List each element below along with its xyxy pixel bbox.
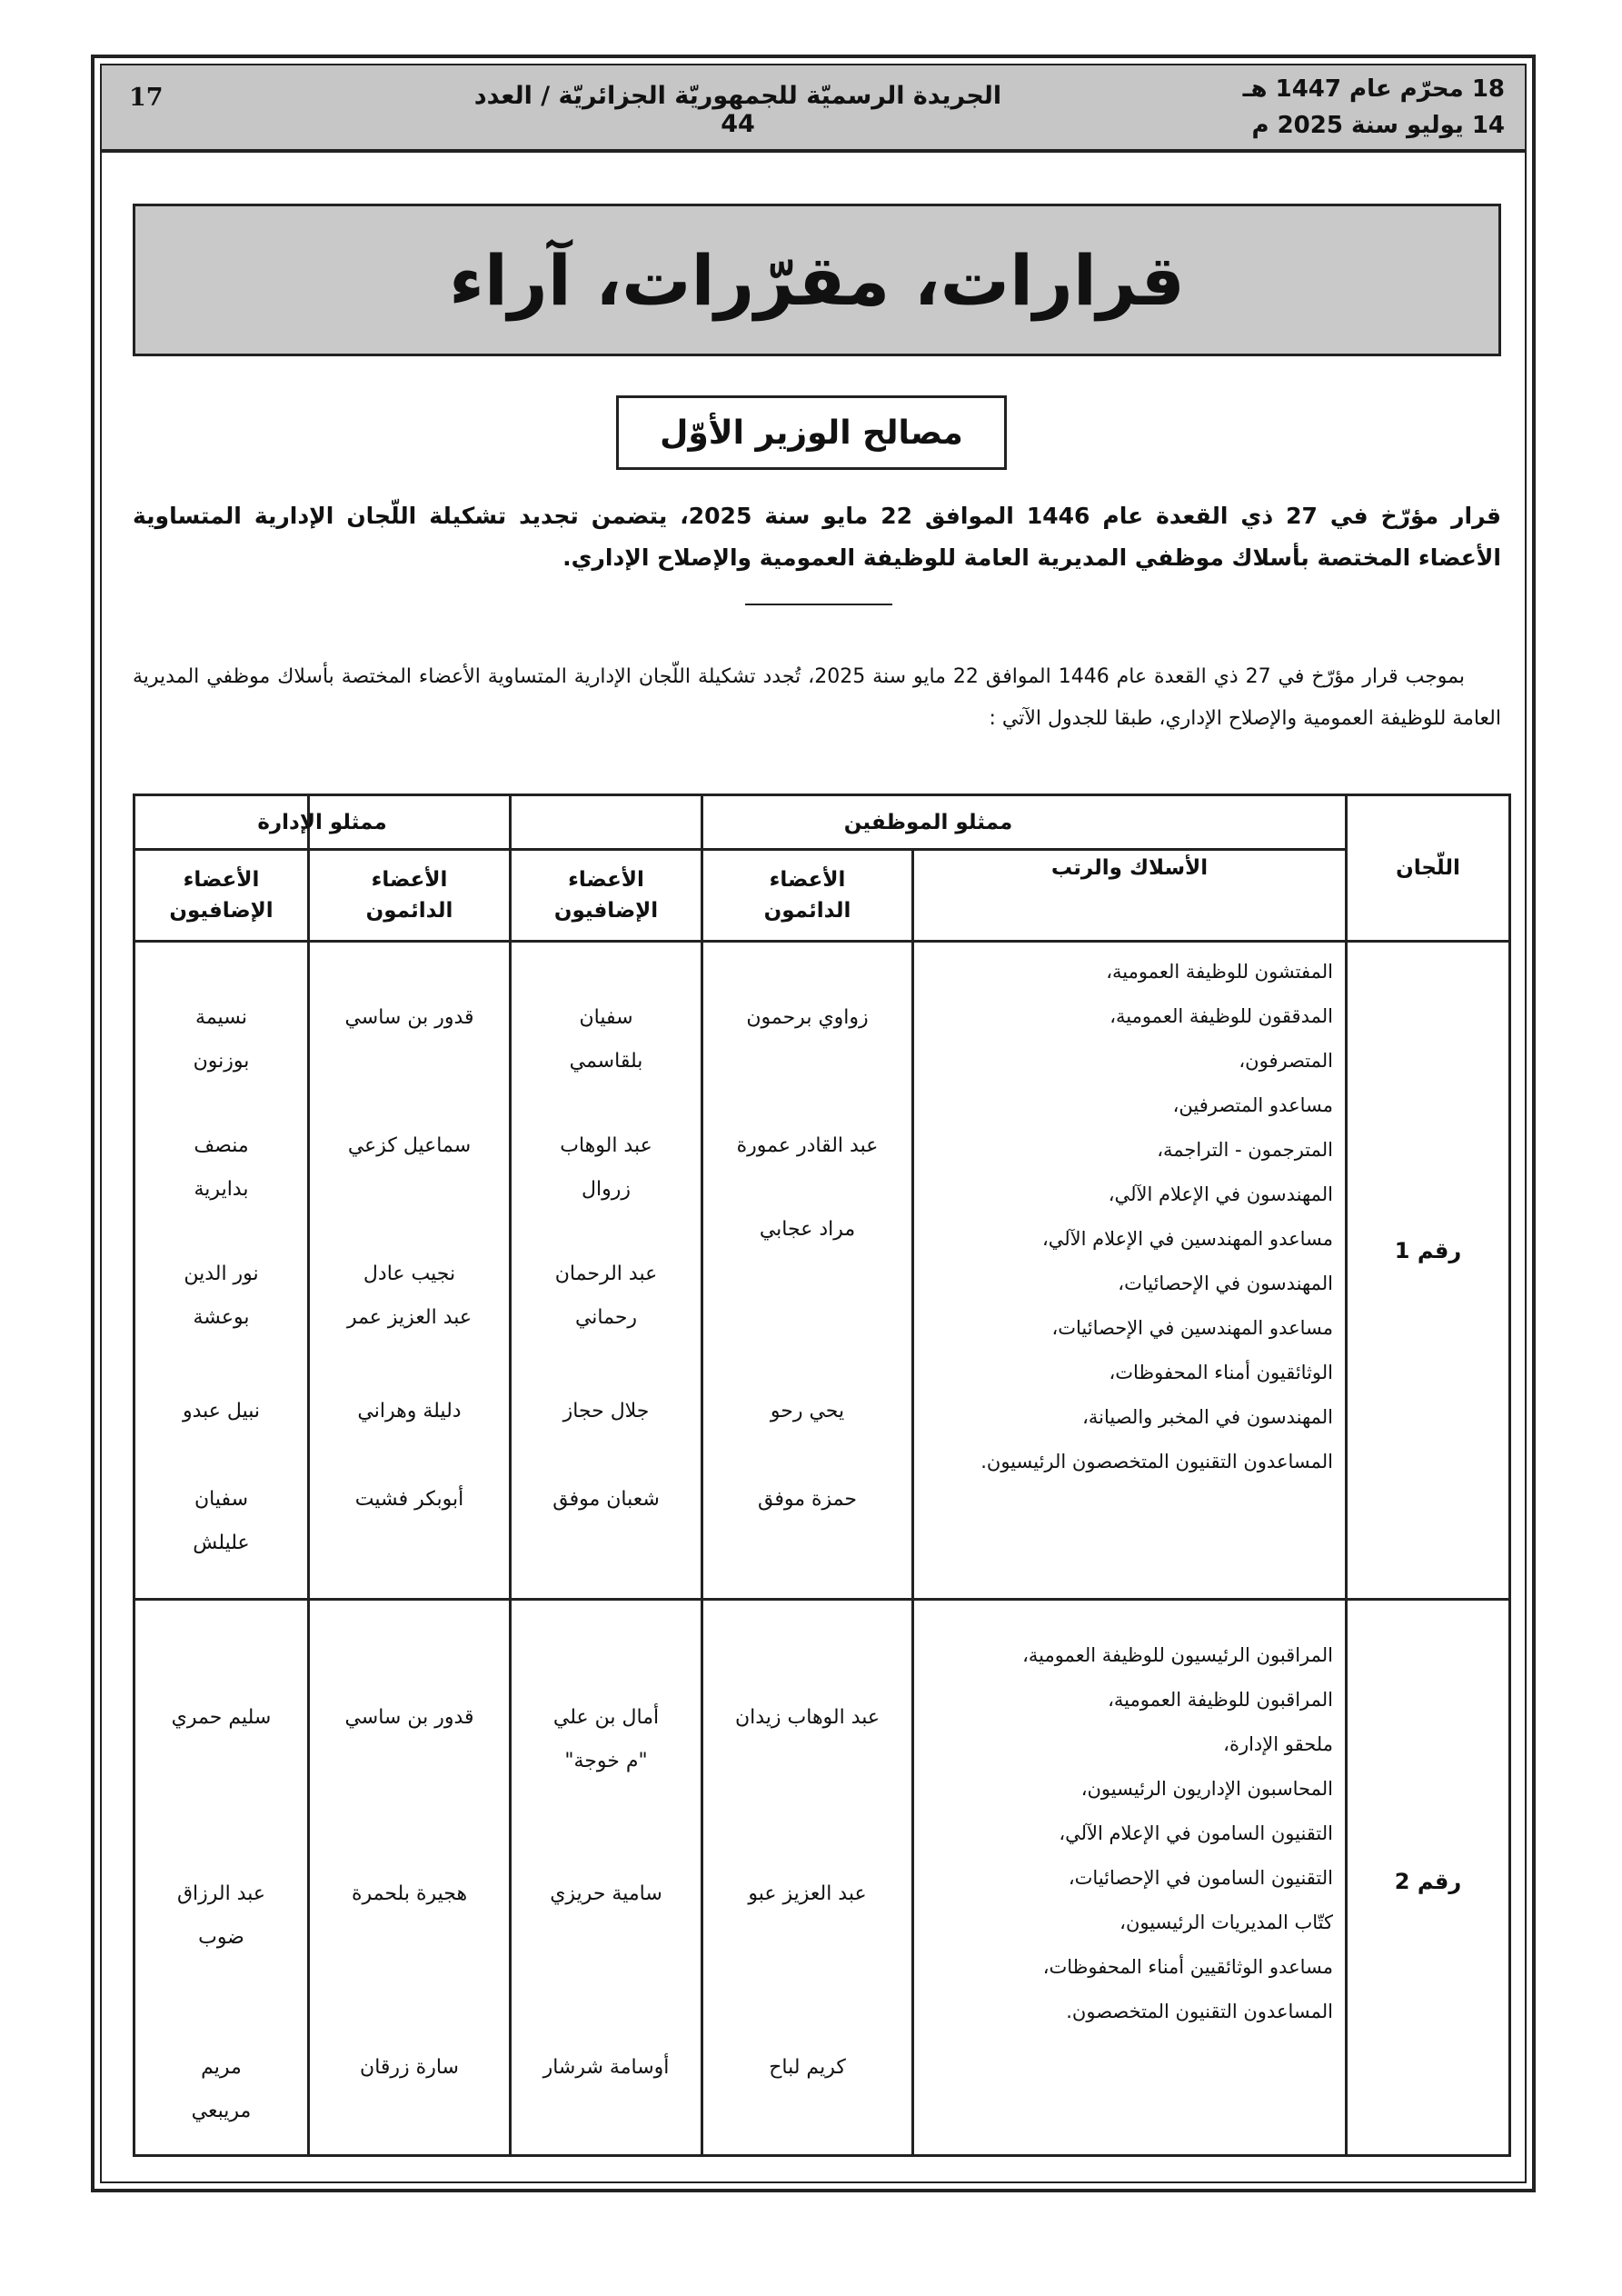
- member-name: سليم حمري: [171, 1706, 272, 1729]
- header-admin-permanent: الأعضاء الدائمون: [365, 868, 453, 923]
- member-name: سفيان عليلش: [193, 1488, 250, 1554]
- header-staff-permanent: الأعضاء الدائمون: [763, 868, 851, 923]
- member-name: سفيان بلقاسمي: [569, 1006, 643, 1073]
- committees-table: [133, 794, 1511, 2157]
- rank-item: كتّاب المديريات الرئيسيون،: [1119, 1912, 1333, 1933]
- rank-item: المهندسون في الإعلام الآلي،: [1108, 1183, 1333, 1205]
- rank-item: التقنيون السامون في الإعلام الآلي،: [1059, 1822, 1333, 1844]
- gregorian-date: 14 يوليو سنة 2025 م: [1251, 112, 1505, 139]
- member-name: عبد الرزاق ضوب: [176, 1882, 266, 1949]
- gazette-header: [102, 65, 1525, 153]
- column-divider: [911, 848, 914, 2154]
- member-name: أوسامة شرشار: [542, 2056, 670, 2079]
- rank-item: المحاسبون الإداريون الرئيسيون،: [1080, 1778, 1333, 1800]
- member-name: سامية حريزي: [550, 1882, 662, 1905]
- member-name: أمال بن علي "م خوجة": [552, 1706, 660, 1772]
- column-divider: [1345, 796, 1348, 2154]
- committee-1-ranks: [928, 950, 1333, 1484]
- member-name: كريم لباح: [769, 2056, 846, 2079]
- rank-item: المساعدون التقنيون المتخصصون.: [1066, 2001, 1333, 2022]
- member-name: عبد الوهاب زيدان: [734, 1706, 881, 1729]
- rank-item: المفتشون للوظيفة العمومية،: [1106, 961, 1333, 983]
- member-name: شعبان موفق: [552, 1488, 660, 1511]
- rank-item: المدققون للوظيفة العمومية،: [1110, 1005, 1333, 1027]
- member-name: يحي رحو: [770, 1400, 845, 1423]
- member-name: عبد الرحمان رحماني: [554, 1263, 658, 1329]
- member-name: قدور بن ساسي: [344, 1006, 474, 1029]
- separator-rule: [745, 604, 892, 605]
- member-name: حمزة موفق: [758, 1488, 857, 1511]
- committee-1-label: رقم 1: [1394, 1238, 1462, 1263]
- member-name: نبيل عبدو: [183, 1400, 260, 1423]
- hijri-date: 18 محرّم عام 1447 هـ: [1242, 75, 1505, 103]
- rank-item: المهندسون في الإحصائيات،: [1118, 1273, 1333, 1294]
- member-name: نجيب عادل عبد العزيز عمر: [346, 1263, 473, 1329]
- rank-item: مساعدو الوثائقيين أمناء المحفوظات،: [1042, 1956, 1333, 1978]
- rank-item: التقنيون السامون في الإحصائيات،: [1068, 1867, 1333, 1889]
- member-name: نسيمة بوزنون: [193, 1006, 250, 1073]
- section-title: قرارات، مقرّرات، آراء: [449, 239, 1185, 321]
- member-name: منصف بدايرية: [194, 1134, 249, 1201]
- committee-2-admin-alternate: [135, 1601, 307, 2154]
- member-name: هجيرة بلحمرة: [351, 1882, 468, 1905]
- rank-item: مساعدو المتصرفين،: [1172, 1094, 1333, 1116]
- header-staff-alternate: الأعضاء الإضافيون: [553, 868, 659, 923]
- subsection-title-box: [616, 395, 1007, 470]
- committee-1-admin-permanent: [310, 943, 509, 1598]
- member-name: قدور بن ساسي: [344, 1706, 474, 1729]
- header-staff-reps: ممثلو الموظفين: [843, 810, 1013, 834]
- committee-1-staff-permanent: [703, 943, 911, 1598]
- member-name: عبد العزيز عبو: [748, 1882, 867, 1905]
- committee-2-ranks: [928, 1633, 1333, 2034]
- rank-item: الوثائقيون أمناء المحفوظات،: [1109, 1362, 1333, 1383]
- header-ranks: الأسلاك والرتب: [1050, 856, 1209, 880]
- header-admin-alternate: الأعضاء الإضافيون: [169, 868, 274, 923]
- committee-2-staff-permanent: [703, 1601, 911, 2154]
- committee-2-admin-permanent: [310, 1601, 509, 2154]
- member-name: عبد القادر عمورة: [736, 1134, 879, 1157]
- member-name: مراد عجابي: [759, 1218, 856, 1241]
- decree-body: بموجب قرار مؤرّخ في 27 ذي القعدة عام 1446 الموافق 22 مايو سنة 2025، تُجدد تشكيلة اللّجان الإدارية المتساوية الأعضاء المختصة بأسلاك موظفي المديرية العامة للوظيفة العمومية والإصلاح الإداري، طبقا للجدول الآتي :: [133, 665, 1501, 730]
- committee-2-staff-alternate: [512, 1601, 701, 2154]
- member-name: أبوبكر فشيت: [354, 1488, 464, 1511]
- header-committees: اللّجان: [1396, 856, 1460, 880]
- committee-1-admin-alternate: [135, 943, 307, 1598]
- rank-item: المساعدون التقنيون المتخصصون الرئيسيون.: [980, 1451, 1333, 1472]
- rank-item: مساعدو المهندسين في الإحصائيات،: [1051, 1317, 1333, 1339]
- decree-heading: قرار مؤرّخ في 27 ذي القعدة عام 1446 الموافق 22 مايو سنة 2025، يتضمن تجديد تشكيلة اللّجان الإدارية المتساوية الأعضاء المختصة بأسلاك موظفي المديرية العامة للوظيفة العمومية والإصلاح الإداري.: [133, 503, 1502, 571]
- subsection-title: مصالح الوزير الأوّل: [660, 414, 963, 452]
- page-number: 17: [129, 84, 164, 112]
- member-name: عبد الوهاب زروال: [560, 1134, 652, 1201]
- committee-2-label: رقم 2: [1394, 1869, 1462, 1894]
- issue-date: [1243, 71, 1505, 144]
- rank-item: ملحقو الإدارة،: [1223, 1733, 1333, 1755]
- gazette-title: الجريدة الرسميّة للجمهوريّة الجزائريّة / العدد 44: [473, 82, 1002, 138]
- member-name: نور الدين بوعشة: [184, 1263, 259, 1329]
- member-name: سماعيل كزعي: [347, 1134, 472, 1157]
- rank-item: المهندسون في المخبر والصيانة،: [1082, 1406, 1333, 1428]
- section-title-box: [133, 204, 1501, 356]
- rank-item: المتصرفون،: [1239, 1050, 1333, 1072]
- rank-item: المراقبون للوظيفة العمومية،: [1108, 1689, 1333, 1711]
- committee-1-staff-alternate: [512, 943, 701, 1598]
- member-name: سارة زرقان: [360, 2056, 459, 2079]
- member-name: دليلة وهراني: [357, 1400, 462, 1423]
- member-name: زواوي برحمون: [746, 1006, 869, 1029]
- member-name: جلال حجاز: [562, 1400, 650, 1423]
- rank-item: مساعدو المهندسين في الإعلام الآلي،: [1041, 1228, 1333, 1250]
- rank-item: المترجمون - التراجمة،: [1157, 1139, 1333, 1161]
- header-admin-reps: ممثلو الإدارة: [257, 810, 387, 834]
- rank-item: المراقبون الرئيسيون للوظيفة العمومية،: [1022, 1644, 1333, 1666]
- member-name: مريم مريبعي: [191, 2056, 252, 2122]
